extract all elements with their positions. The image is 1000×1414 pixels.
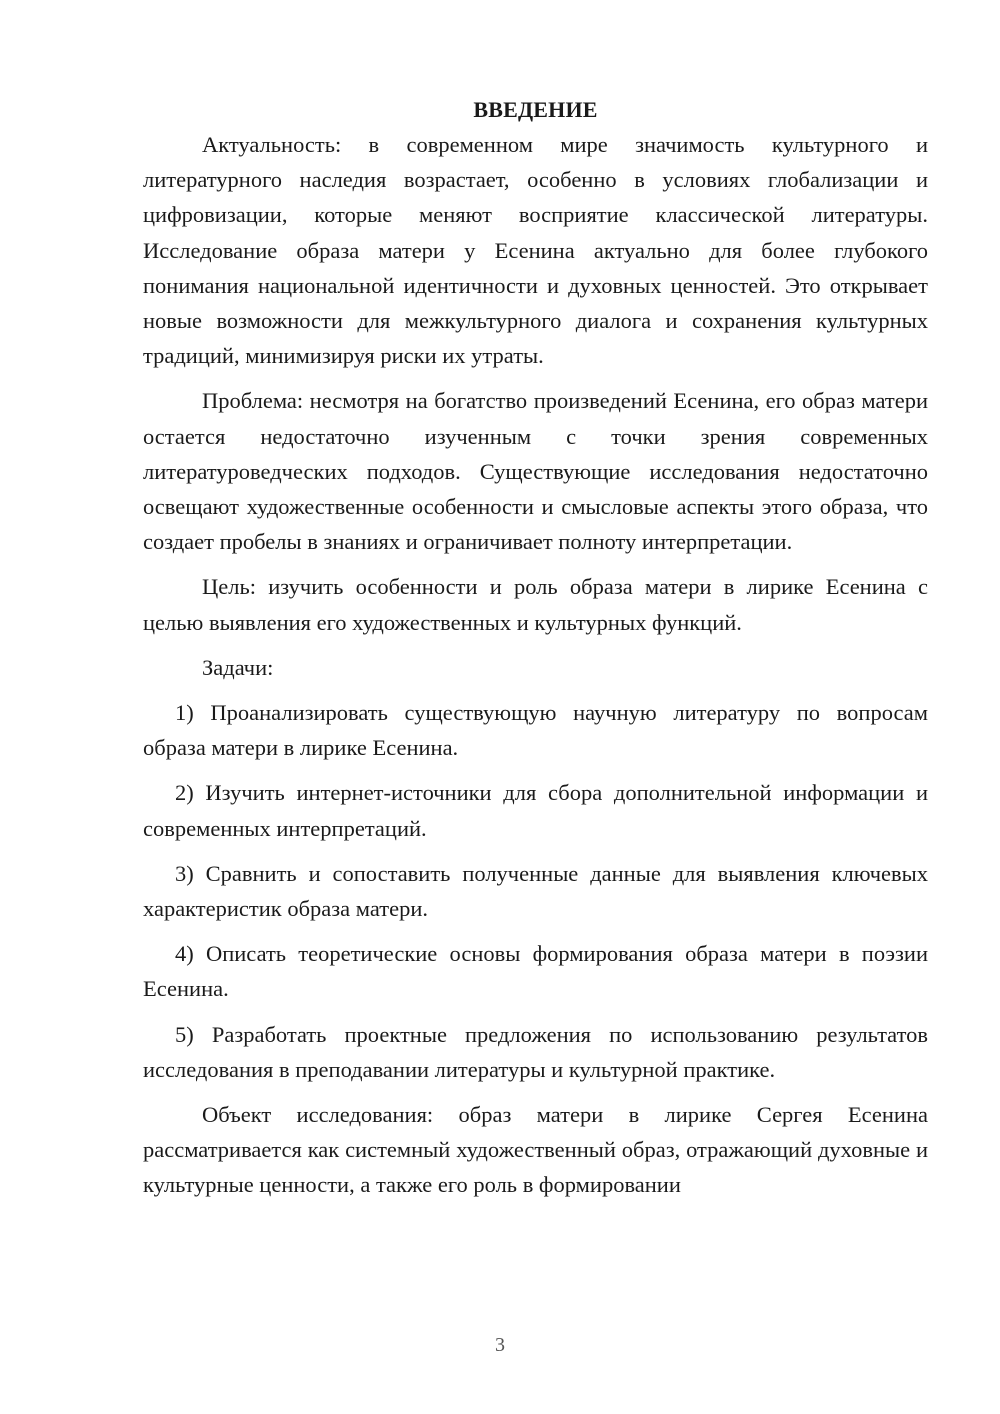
task-item-4: 4) Описать теоретические основы формирования образа матери в поэзии Есенина. (143, 941, 928, 1002)
paragraph-problem: Проблема: несмотря на богатство произведений Есенина, его образ матери остается недостаточно изученным с точки зрения современных литературоведческих подходов. Существующие исследования недостаточно освещают художественные особенности и смысловые аспекты этого образа, что создает пробелы в знаниях и ограничивает полноту интерпретации. (143, 388, 928, 555)
paragraph-object: Объект исследования: образ матери в лирике Сергея Есенина рассматривается как системный художественный образ, отражающий духовные и культурные ценности, а также его роль в формировании (143, 1102, 928, 1198)
paragraph-relevance: Актуальность: в современном мире значимость культурного и литературного наследия возрастает, особенно в условиях глобализации и цифровизации, которые меняют восприятие классической литературы. Исследование образа матери у Есенина актуально для более глубокого понимания национальной идентичности и духовных ценностей. Это открывает новые возможности для межкультурного диалога и сохранения культурных традиций, минимизируя риски их утраты. (143, 132, 928, 369)
task-item-3: 3) Сравнить и сопоставить полученные данные для выявления ключевых характеристик образа матери. (143, 860, 928, 922)
task-item-5: 5) Разработать проектные предложения по использованию результатов исследования в преподавании литературы и культурной практике. (143, 1021, 928, 1082)
document-page (143, 92, 928, 1203)
paragraph-goal: Цель: изучить особенности и роль образа матери в лирике Есенина с целью выявления его художественных и культурных функций. (143, 574, 928, 635)
tasks-list (143, 695, 928, 1087)
tasks-label: Задачи: (202, 654, 274, 680)
page-number: 3 (495, 1334, 505, 1356)
task-item-2: 2) Изучить интернет-источники для сбора дополнительной информации и современных интерпретаций. (143, 780, 928, 841)
section-heading: ВВЕДЕНИЕ (473, 97, 598, 122)
task-item-1: 1) Проанализировать существующую научную литературу по вопросам образа матери в лирике Есенина. (143, 700, 928, 761)
